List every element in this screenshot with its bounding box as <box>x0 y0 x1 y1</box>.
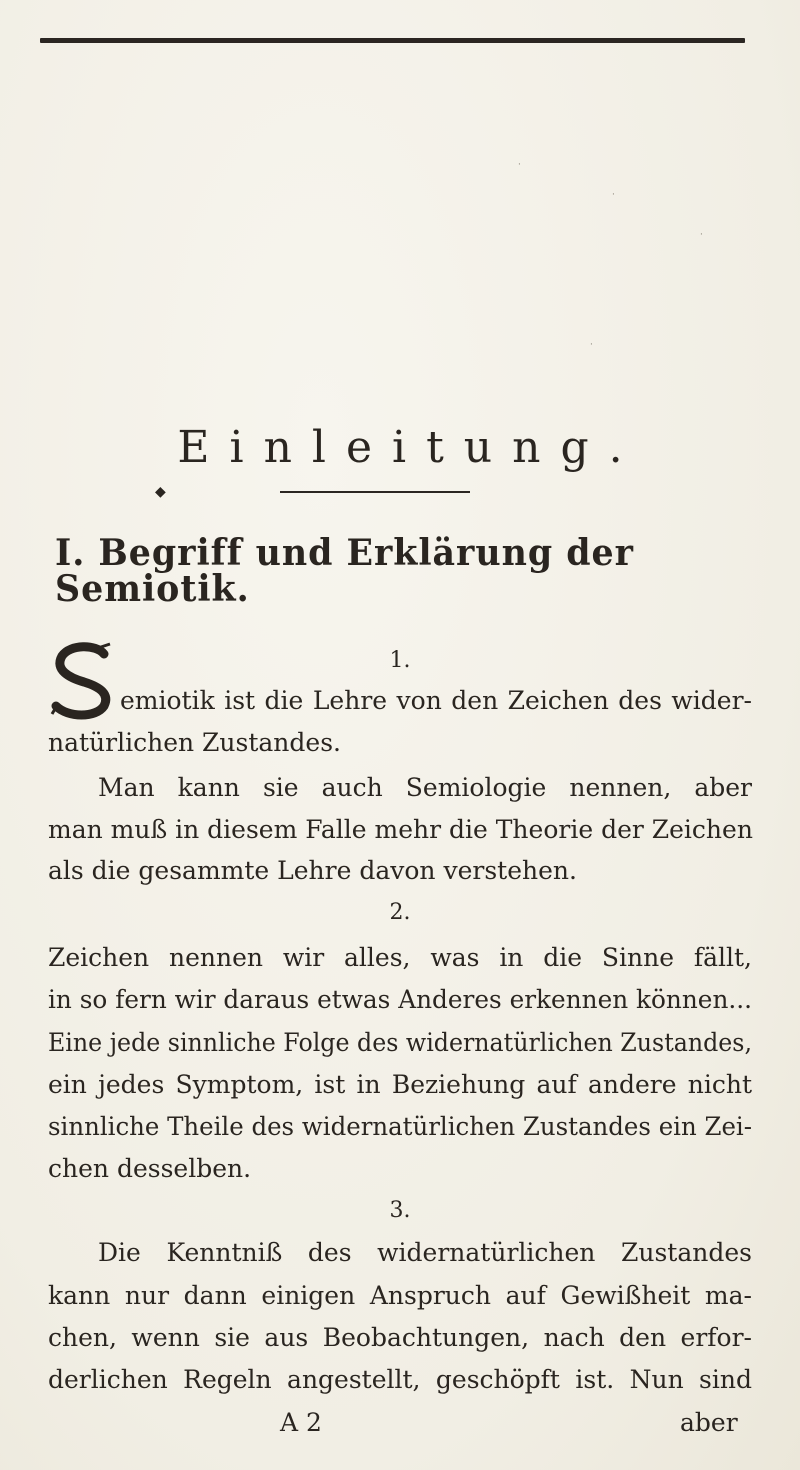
paper-speck: · <box>590 340 593 350</box>
paper-speck: · <box>700 230 703 240</box>
paper-speck: · <box>612 190 615 200</box>
text-line: als die gesammte Lehre davon verstehen. <box>48 856 577 885</box>
heading-rule <box>280 491 470 493</box>
text-line: sinnliche Theile des widernatürlichen Zustandes ein Zei- <box>48 1112 752 1141</box>
section-title: I. Begriff und Erklärung der Semiotik. <box>55 532 634 610</box>
text-line: man muß in diesem Falle mehr die Theorie der Zeichen <box>48 815 753 844</box>
text-line: natürlichen Zustandes. <box>48 728 341 757</box>
drop-capital-s-icon <box>48 642 120 720</box>
text-line: kann nur dann einigen Anspruch auf Gewißheit ma- <box>48 1281 752 1310</box>
text-line: chen, wenn sie aus Beobachtungen, nach den erfor- <box>48 1323 752 1352</box>
paragraph-number: 3. <box>389 1198 411 1223</box>
text-line: Eine jede sinnliche Folge des widernatürlichen Zustandes, <box>48 1028 752 1057</box>
text-line: Die Kenntniß des widernatürlichen Zustandes <box>98 1238 752 1267</box>
top-decorative-rule <box>40 38 745 43</box>
paragraph-number: 2. <box>389 900 411 925</box>
text-line: ein jedes Symptom, ist in Beziehung auf andere nicht <box>48 1070 752 1099</box>
signature-mark: A 2 <box>280 1408 322 1437</box>
heading-ornament-dot: ◆ <box>155 484 166 500</box>
paragraph-number: 1. <box>389 648 411 673</box>
catchword: aber <box>680 1408 738 1437</box>
paper-speck: · <box>518 160 521 170</box>
text-line: Man kann sie auch Semiologie nennen, aber <box>98 773 752 802</box>
text-line: in so fern wir daraus etwas Anderes erkennen können... <box>48 985 752 1014</box>
text-line: derlichen Regeln angestellt, geschöpft ist. Nun sind <box>48 1365 752 1394</box>
text-line: chen desselben. <box>48 1154 252 1183</box>
chapter-heading: Einleitung. <box>177 422 643 473</box>
text-line: Zeichen nennen wir alles, was in die Sinne fällt, <box>48 943 752 972</box>
text-line: emiotik ist die Lehre von den Zeichen des wider- <box>120 686 752 715</box>
